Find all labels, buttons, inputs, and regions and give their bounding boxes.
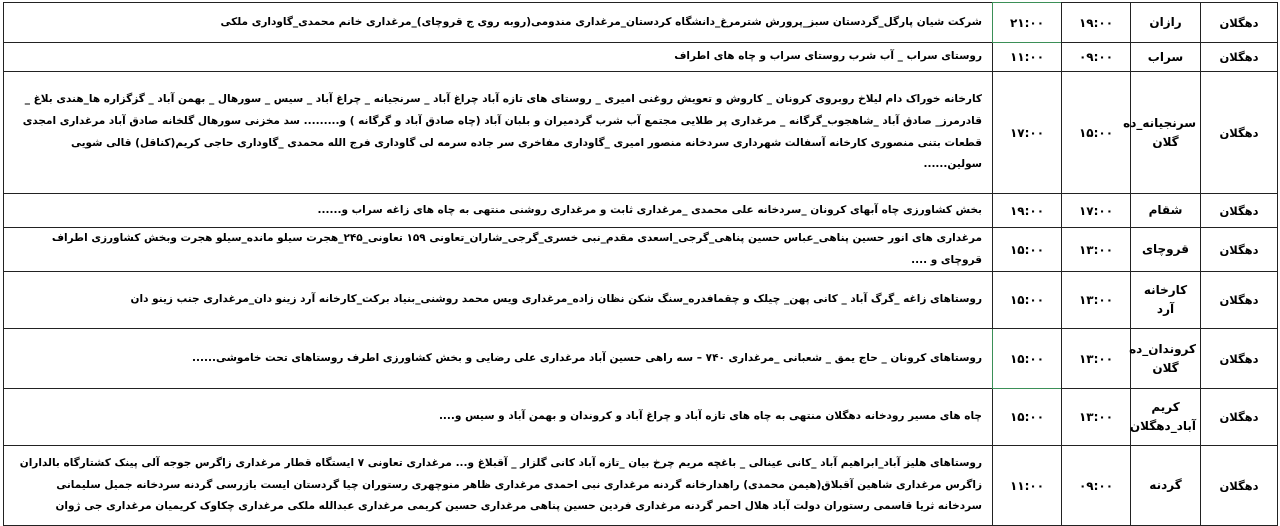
start-time-cell: ۱۳:۰۰ bbox=[1062, 389, 1131, 446]
county-cell: دهگلان bbox=[1201, 228, 1278, 272]
area-cell: شقام bbox=[1131, 194, 1201, 228]
end-time-cell: ۱۱:۰۰ bbox=[993, 43, 1062, 72]
table-row bbox=[4, 194, 1278, 228]
table-row bbox=[4, 272, 1278, 329]
county-cell: دهگلان bbox=[1201, 3, 1278, 43]
table-row bbox=[4, 3, 1278, 43]
county-cell: دهگلان bbox=[1201, 329, 1278, 389]
county-cell: دهگلان bbox=[1201, 43, 1278, 72]
county-cell: دهگلان bbox=[1201, 389, 1278, 446]
affected-areas-cell: چاه های مسیر رودخانه دهگلان منتهی به چاه های تازه آباد و چراغ آباد و کروندان و بهمن آباد و سیس و.... bbox=[4, 389, 993, 446]
area-cell: کروندان_ده گلان bbox=[1131, 329, 1201, 389]
county-cell: دهگلان bbox=[1201, 194, 1278, 228]
start-time-cell: ۱۳:۰۰ bbox=[1062, 329, 1131, 389]
area-cell: گردنه bbox=[1131, 446, 1201, 526]
affected-areas-cell: روستای سراب _ آب شرب روستای سراب و چاه های اطراف bbox=[4, 43, 993, 72]
start-time-cell: ۰۹:۰۰ bbox=[1062, 43, 1131, 72]
start-time-cell: ۱۹:۰۰ bbox=[1062, 3, 1131, 43]
end-time-cell: ۱۵:۰۰ bbox=[993, 329, 1062, 389]
table-row bbox=[4, 446, 1278, 526]
area-cell: کریم آباد_دهگلان bbox=[1131, 389, 1201, 446]
end-time-cell: ۱۵:۰۰ bbox=[993, 272, 1062, 329]
area-cell: سراب bbox=[1131, 43, 1201, 72]
area-cell: سرنجیانه_ده گلان bbox=[1131, 72, 1201, 194]
start-time-cell: ۱۳:۰۰ bbox=[1062, 272, 1131, 329]
area-cell: قروچای bbox=[1131, 228, 1201, 272]
start-time-cell: ۰۹:۰۰ bbox=[1062, 446, 1131, 526]
affected-areas-cell: روستاهای هلیز آباد_ابراهیم آباد _کانی عینالی _ باغچه مریم چرخ بیان _تازه آباد کانی گلزار _ آقبلاغ و... مرغداری تعاونی ۷ ایستگاه قطار مرغداری زاگرس جوجه آلی پینک کشتارگاه بالداران زاگرس مرغداری شاهین آقبلاق(هیمن محمدی) راهدارخانه گردنه مرغداری نبی احمدی مرغداری ظاهر منوچهری رستوران چیا گردستان ایست بازرسی گردنه سردخانه جمیل سلیمانی سردخانه ثریا قاسمی رستوران دولت آباد هلال احمر گردنه مرغداری فردین حسین پناهی مرغداری حسین کریمی مرغداری عبدالله ملکی مرغداری چکاوک کریمیان مرغداری جی ژوان bbox=[4, 446, 993, 526]
start-time-cell: ۱۷:۰۰ bbox=[1062, 194, 1131, 228]
end-time-cell: ۱۵:۰۰ bbox=[993, 389, 1062, 446]
end-time-cell: ۲۱:۰۰ bbox=[993, 3, 1062, 43]
start-time-cell: ۱۵:۰۰ bbox=[1062, 72, 1131, 194]
outage-schedule-table bbox=[3, 2, 1278, 526]
affected-areas-cell: مرغداری های انور حسین پناهی_عباس حسین پناهی_گرجی_اسعدی مقدم_نبی خسری_گرجی_شاران_تعاونی ۱۵۹ تعاونی_۲۴۵_هجرت سیلو مانده_سیلو هجرت وبخش کشاورزی اطراف قروچای و .... bbox=[4, 228, 993, 272]
affected-areas-cell: روستاهای زاغه _گرگ آباد _ کانی پهن_ چیلک و چقمافدره_سنگ شکن نظان زاده_مرغداری ویس محمد روشنی_بنیاد برکت_کارخانه آرد زینو دان_مرغداری جنب زینو دان bbox=[4, 272, 993, 329]
area-cell: کارخانه آرد bbox=[1131, 272, 1201, 329]
county-cell: دهگلان bbox=[1201, 72, 1278, 194]
affected-areas-cell: بخش کشاورزی چاه آبهای کرونان _سردخانه علی محمدی _مرغداری ثابت و مرغداری روشنی منتهی به چاه های زاغه سراب و...... bbox=[4, 194, 993, 228]
table-row bbox=[4, 72, 1278, 194]
affected-areas-cell: کارخانه خوراک دام لیلاخ روبروی کرونان _ کاروش و تعویش روغنی امیری _ روستای های تازه آباد چراغ آباد _ سرنجیانه _ چراغ آباد _ سیس _ سورهال _ بهمن آباد _ گزگزاره ها_هندی بلاغ _ قادرمرز_ صادق آباد _شاهجوب_گرگانه _ مرغداری پر طلایی مجتمع آب شرب گردمیران و بلبان آباد (چاه صادق آباد و گرگانه ) و......... سد مخزنی سورهال گلخانه صادق آباد مرغداری امجدی قطعات بتنی منصوری کارخانه آسفالت شهرداری سردخانه منصور امیری _گاوداری مفاخری سر جاده سرمه لی گاوداری فرج الله محمدی _گاوداری حاجی کریم(کناقل) قالی شویی سولین...... bbox=[4, 72, 993, 194]
table-row bbox=[4, 389, 1278, 446]
affected-areas-cell: شرکت شیان پارگل_گردستان سبز_پرورش شترمرغ_دانشگاه کردستان_مرغداری مندومی(روبه روی ج قروچای)_مرغداری خانم محمدی_گاوداری ملکی bbox=[4, 3, 993, 43]
end-time-cell: ۱۱:۰۰ bbox=[993, 446, 1062, 526]
table-row bbox=[4, 228, 1278, 272]
table-row bbox=[4, 329, 1278, 389]
affected-areas-cell: روستاهای کرونان _ حاج یمق _ شعبانی _مرغداری ۷۴۰ – سه راهی حسین آباد مرغداری علی رضایی و بخش کشاورزی اطرف روستاهای تحت خاموشی...... bbox=[4, 329, 993, 389]
end-time-cell: ۱۹:۰۰ bbox=[993, 194, 1062, 228]
start-time-cell: ۱۳:۰۰ bbox=[1062, 228, 1131, 272]
end-time-cell: ۱۷:۰۰ bbox=[993, 72, 1062, 194]
county-cell: دهگلان bbox=[1201, 446, 1278, 526]
end-time-cell: ۱۵:۰۰ bbox=[993, 228, 1062, 272]
county-cell: دهگلان bbox=[1201, 272, 1278, 329]
table-row bbox=[4, 43, 1278, 72]
area-cell: رازان bbox=[1131, 3, 1201, 43]
